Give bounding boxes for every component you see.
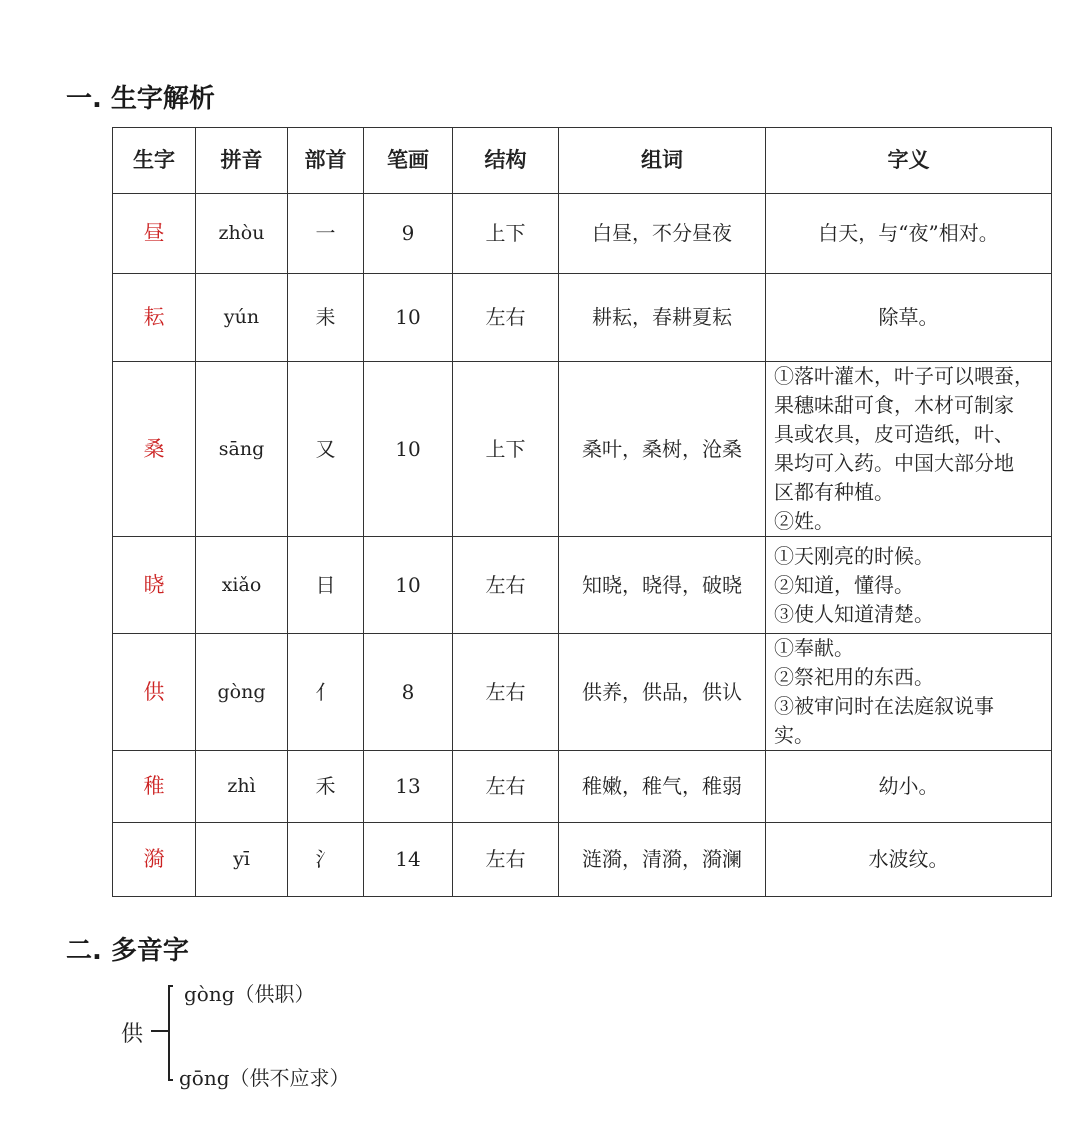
cell-strokes: 10 [364,537,453,634]
cell-meaning [766,823,1052,897]
cell-char: 供 [113,634,196,751]
header-pinyin: 拼音 [196,128,288,194]
meaning-line: 除草。 [878,305,939,329]
cell-structure: 左右 [453,274,559,362]
cell-strokes: 10 [364,274,453,362]
cell-char: 漪 [113,823,196,897]
meaning-line: 白天，与“夜”相对。 [818,221,999,245]
table-row [113,537,1052,634]
table-row [113,634,1052,751]
cell-char: 昼 [113,194,196,274]
header-char: 生字 [113,128,196,194]
cell-words: 耕耘，春耕夏耘 [559,274,766,362]
table-row [113,362,1052,537]
cell-pinyin: yún [196,274,288,362]
header-strokes: 笔画 [364,128,453,194]
cell-words: 知晓，晓得，破晓 [559,537,766,634]
cell-words: 涟漪，清漪，漪澜 [559,823,766,897]
cell-meaning [766,274,1052,362]
meaning-line: ③被审问时在法庭叙说事 [774,694,994,718]
cell-radical: 耒 [288,274,364,362]
cell-strokes: 13 [364,751,453,823]
section-title-polyphone: 二. 多音字 [66,936,189,966]
table-row [113,274,1052,362]
brace-icon [145,984,175,1084]
meaning-line: ①落叶灌木，叶子可以喂蚕， [774,364,1034,388]
cell-structure: 上下 [453,362,559,537]
polyphone-char: 供 [121,1022,144,1047]
cell-structure: 上下 [453,194,559,274]
cell-radical: 日 [288,537,364,634]
cell-meaning [766,362,1052,537]
cell-meaning [766,537,1052,634]
polyphone-reading: gōng（供不应求） [179,1066,350,1090]
cell-radical: 氵 [288,823,364,897]
cell-strokes: 10 [364,362,453,537]
cell-meaning [766,634,1052,751]
meaning-line: 果穗味甜可食，木材可制家 [774,393,1014,417]
header-structure: 结构 [453,128,559,194]
meaning-line: ①天刚亮的时候。 [774,543,934,568]
table-row [113,194,1052,274]
cell-char: 晓 [113,537,196,634]
cell-char: 桑 [113,362,196,537]
cell-pinyin: gòng [196,634,288,751]
meaning-line: 实。 [774,723,814,747]
cell-strokes: 9 [364,194,453,274]
cell-words: 稚嫩，稚气，稚弱 [559,751,766,823]
cell-structure: 左右 [453,823,559,897]
meaning-line: 果均可入药。中国大部分地 [774,451,1014,475]
meaning-line: 区都有种植。 [774,480,894,504]
section-title-characters: 一. 生字解析 [66,84,215,114]
meaning-line: ③使人知道清楚。 [774,601,934,626]
polyphone-reading: gòng（供职） [184,982,315,1006]
cell-words: 白昼，不分昼夜 [559,194,766,274]
cell-pinyin: zhòu [196,194,288,274]
table-row [113,751,1052,823]
header-words: 组词 [559,128,766,194]
cell-structure: 左右 [453,751,559,823]
cell-structure: 左右 [453,537,559,634]
table-header-row [113,128,1052,194]
cell-radical: 又 [288,362,364,537]
meaning-line: 水波纹。 [868,847,949,871]
meaning-line: ①奉献。 [774,636,854,660]
meaning-line: ②祭祀用的东西。 [774,665,934,689]
cell-radical: 一 [288,194,364,274]
cell-pinyin: zhì [196,751,288,823]
cell-char: 稚 [113,751,196,823]
cell-pinyin: yī [196,823,288,897]
header-radical: 部首 [288,128,364,194]
cell-meaning [766,194,1052,274]
character-table [112,127,1052,897]
cell-radical: 亻 [288,634,364,751]
cell-strokes: 14 [364,823,453,897]
cell-radical: 禾 [288,751,364,823]
cell-pinyin: sāng [196,362,288,537]
cell-words: 供养，供品，供认 [559,634,766,751]
cell-pinyin: xiǎo [196,537,288,634]
meaning-line: 幼小。 [878,774,939,798]
header-meaning: 字义 [766,128,1052,194]
cell-char: 耘 [113,274,196,362]
cell-meaning [766,751,1052,823]
meaning-line: 具或农具，皮可造纸，叶、 [774,422,1014,446]
cell-words: 桑叶，桑树，沧桑 [559,362,766,537]
cell-strokes: 8 [364,634,453,751]
table-row [113,823,1052,897]
meaning-line: ②知道，懂得。 [774,572,914,597]
cell-structure: 左右 [453,634,559,751]
meaning-line: ②姓。 [774,509,834,533]
